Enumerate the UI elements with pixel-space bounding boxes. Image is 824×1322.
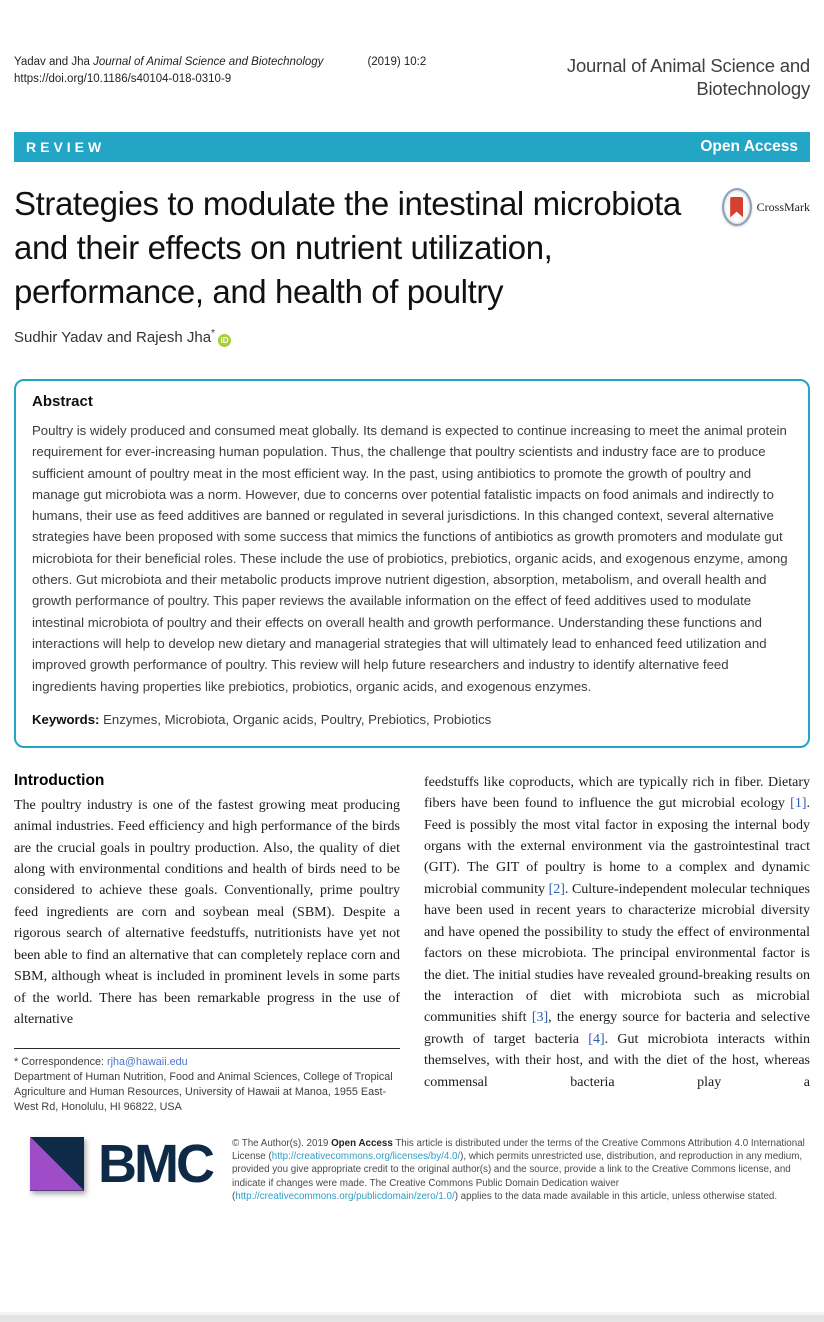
bmc-logo — [30, 1133, 212, 1194]
crossmark-label: CrossMark — [756, 199, 810, 214]
copyright-open-access: Open Access — [331, 1137, 393, 1149]
abstract-box — [14, 379, 810, 748]
body-text: feedstuffs like coproducts, which are typically rich in fiber. Dietary fibers have been found to influence the gut microbial ecology — [424, 774, 810, 812]
crossmark-bookmark-icon — [730, 197, 743, 218]
copyright-segment: ), which permits unrestricted use, distribution, and reproduction in any medium, provided you give appropriate credit to the original author(s) and the source, provide a link to the Creative Commons license, and indicate if changes were made. The Creative Commons Public Domain Dedication waiver ( — [231, 1150, 803, 1203]
body-text: . Feed is possibly the most vital factor in exposing the internal body organs with the external environment via the gastrointestinal tract (GIT). The GIT of poultry is home to a complex and dynamic microbial community — [424, 796, 810, 897]
article-type-label: REVIEW — [26, 139, 106, 155]
citation-line — [14, 54, 426, 70]
correspondence-email-link[interactable]: rjha@hawaii.edu — [107, 1056, 188, 1069]
citation-authors: Yadav and Jha — [14, 56, 94, 68]
journal-name-line2: Biotechnology — [696, 78, 810, 99]
copyright-text — [232, 1137, 810, 1204]
footnote-block — [14, 1048, 400, 1114]
bmc-logo-text: BMC — [98, 1133, 212, 1194]
citation-ref-2[interactable]: [2] — [548, 881, 565, 897]
license-link-2[interactable]: http://creativecommons.org/publicdomain/zero/1.0/ — [235, 1191, 455, 1203]
introduction-heading: Introduction — [14, 771, 105, 789]
citation-ref-3[interactable]: [3] — [531, 1010, 549, 1026]
keywords-line — [32, 710, 792, 730]
orcid-icon[interactable]: iD — [218, 334, 231, 347]
correspondence-label: * Correspondence: — [14, 1056, 108, 1069]
journal-name-line1: Journal of Animal Science and — [566, 55, 810, 76]
body-text: . Culture-independent molecular techniques have been used in recent years to characterize microbial diversity and have opened the possibility to study the effect of environmental factors on these microbiota. The principal environmental factor is the diet. The initial studies have revealed ground-breaking results on the interaction of diet with microbiota such as microbial communities shift — [424, 881, 811, 1026]
authors-line — [14, 328, 810, 347]
copyright-segment: ) applies to the data made available in this article, unless otherwise stated. — [454, 1191, 778, 1203]
bmc-logo-mark-icon — [30, 1137, 84, 1191]
introduction-section — [14, 772, 810, 1115]
copyright-segment: © The Author(s). 2019 — [231, 1137, 332, 1149]
license-link-1[interactable]: http://creativecommons.org/licenses/by/4.0/ — [271, 1150, 461, 1162]
left-column — [14, 772, 400, 1115]
page-bottom-strip — [0, 1312, 824, 1322]
article-title: Strategies to modulate the intestinal microbiota and their effects on nutrient utilization, performance, and health of poultry — [14, 185, 681, 310]
crossmark-badge[interactable] — [722, 188, 810, 226]
title-row — [14, 182, 810, 314]
copyright-segment: This article is distributed under the terms of the Creative Commons Attribution 4.0 International License ( — [231, 1137, 805, 1162]
author-names: Sudhir Yadav and Rajesh Jha — [14, 329, 212, 346]
article-type-banner — [14, 132, 810, 162]
abstract-heading: Abstract — [32, 393, 93, 410]
right-column — [424, 772, 810, 1115]
journal-name — [567, 54, 810, 100]
affiliation-text: Department of Human Nutrition, Food and Animal Sciences, College of Tropical Agriculture and Human Resources, University of Hawaii at Manoa, 1955 East-West Rd, Honolulu, HI 96822, USA — [14, 1071, 393, 1113]
citation-issue: (2019) 10:2 — [367, 56, 427, 68]
body-text: , the energy source for bacteria and selective growth of target bacteria — [424, 1010, 810, 1047]
introduction-right-paragraph — [424, 772, 810, 1093]
keywords-label: Keywords: — [32, 711, 100, 727]
crossmark-oval-icon — [722, 188, 752, 226]
citation-journal: Journal of Animal Science and Biotechnology — [93, 56, 324, 68]
correspondence-asterisk: * — [211, 328, 215, 339]
body-text: . Gut microbiota interacts within themselves, with their host, and with the diet of the host, whereas commensal bacteria play a — [424, 1031, 810, 1090]
page-header — [14, 54, 810, 100]
abstract-text: Poultry is widely produced and consumed meat globally. Its demand is expected to continue increasing to meet the animal protein requirement for ever-increasing human population. Thus, the challenge that poultry scientists and industry face are to produce sufficient amount of poultry meat in the most efficient way. In the past, using antibiotics to promote the growth of poultry and manage gut microbiota was a norm. However, due to concerns over potential fatalistic impacts on food animals and indirectly to humans, their use as feed additives are banned or regulated in several jurisdictions. In this changed context, several alternative strategies have been proposed with some success that mimics the functions of antibiotics as growth promoters and modulate gut microbiota for their beneficial roles. These include the use of probiotics, prebiotics, organic acids, and exogenous enzyme, among others. Gut microbiota and their metabolic products improve nutrient digestion, absorption, metabolism, and overall health and growth performance of poultry. This paper reviews the available information on the effect of feed additives used to modulate intestinal microbiota of poultry and their effects on overall health and growth performance. Understanding these functions and interactions will help to develop new dietary and managerial strategies that will ultimately lead to enhanced feed utilization and improved growth performance of poultry. This review will help future researchers and industry to identify alternative feed ingredients having properties like prebiotics, probiotics, organic acids, and exogenous enzymes. — [32, 423, 788, 694]
keywords-list: Enzymes, Microbiota, Organic acids, Poultry, Prebiotics, Probiotics — [99, 711, 492, 727]
citation-ref-1[interactable]: [1] — [790, 796, 807, 812]
open-access-label: Open Access — [700, 138, 798, 155]
introduction-left-paragraph: The poultry industry is one of the fastest growing meat producing animal industries. Feed efficiency and high performance of the birds are the crucial goals in poultry production. Also, the quality of diet along with environmental conditions and health of birds need to be considered to achieve these goals. Conventionally, prime poultry feed ingredients are corn and soybean meal (SBM). Despite a rigorous search of alternative feedstuffs, nutritionists have yet not been able to find an alternative that can completely replace corn and SBM, although wheat is included in prominent levels in some parts of the world. There has been remarkable progress in the use of alternative — [14, 797, 400, 1027]
citation-ref-4[interactable]: [4] — [588, 1031, 605, 1047]
correspondence-line — [14, 1055, 400, 1070]
citation-block — [14, 54, 426, 87]
publisher-footer — [14, 1133, 810, 1204]
doi-line: https://doi.org/10.1186/s40104-018-0310-9 — [14, 73, 232, 85]
